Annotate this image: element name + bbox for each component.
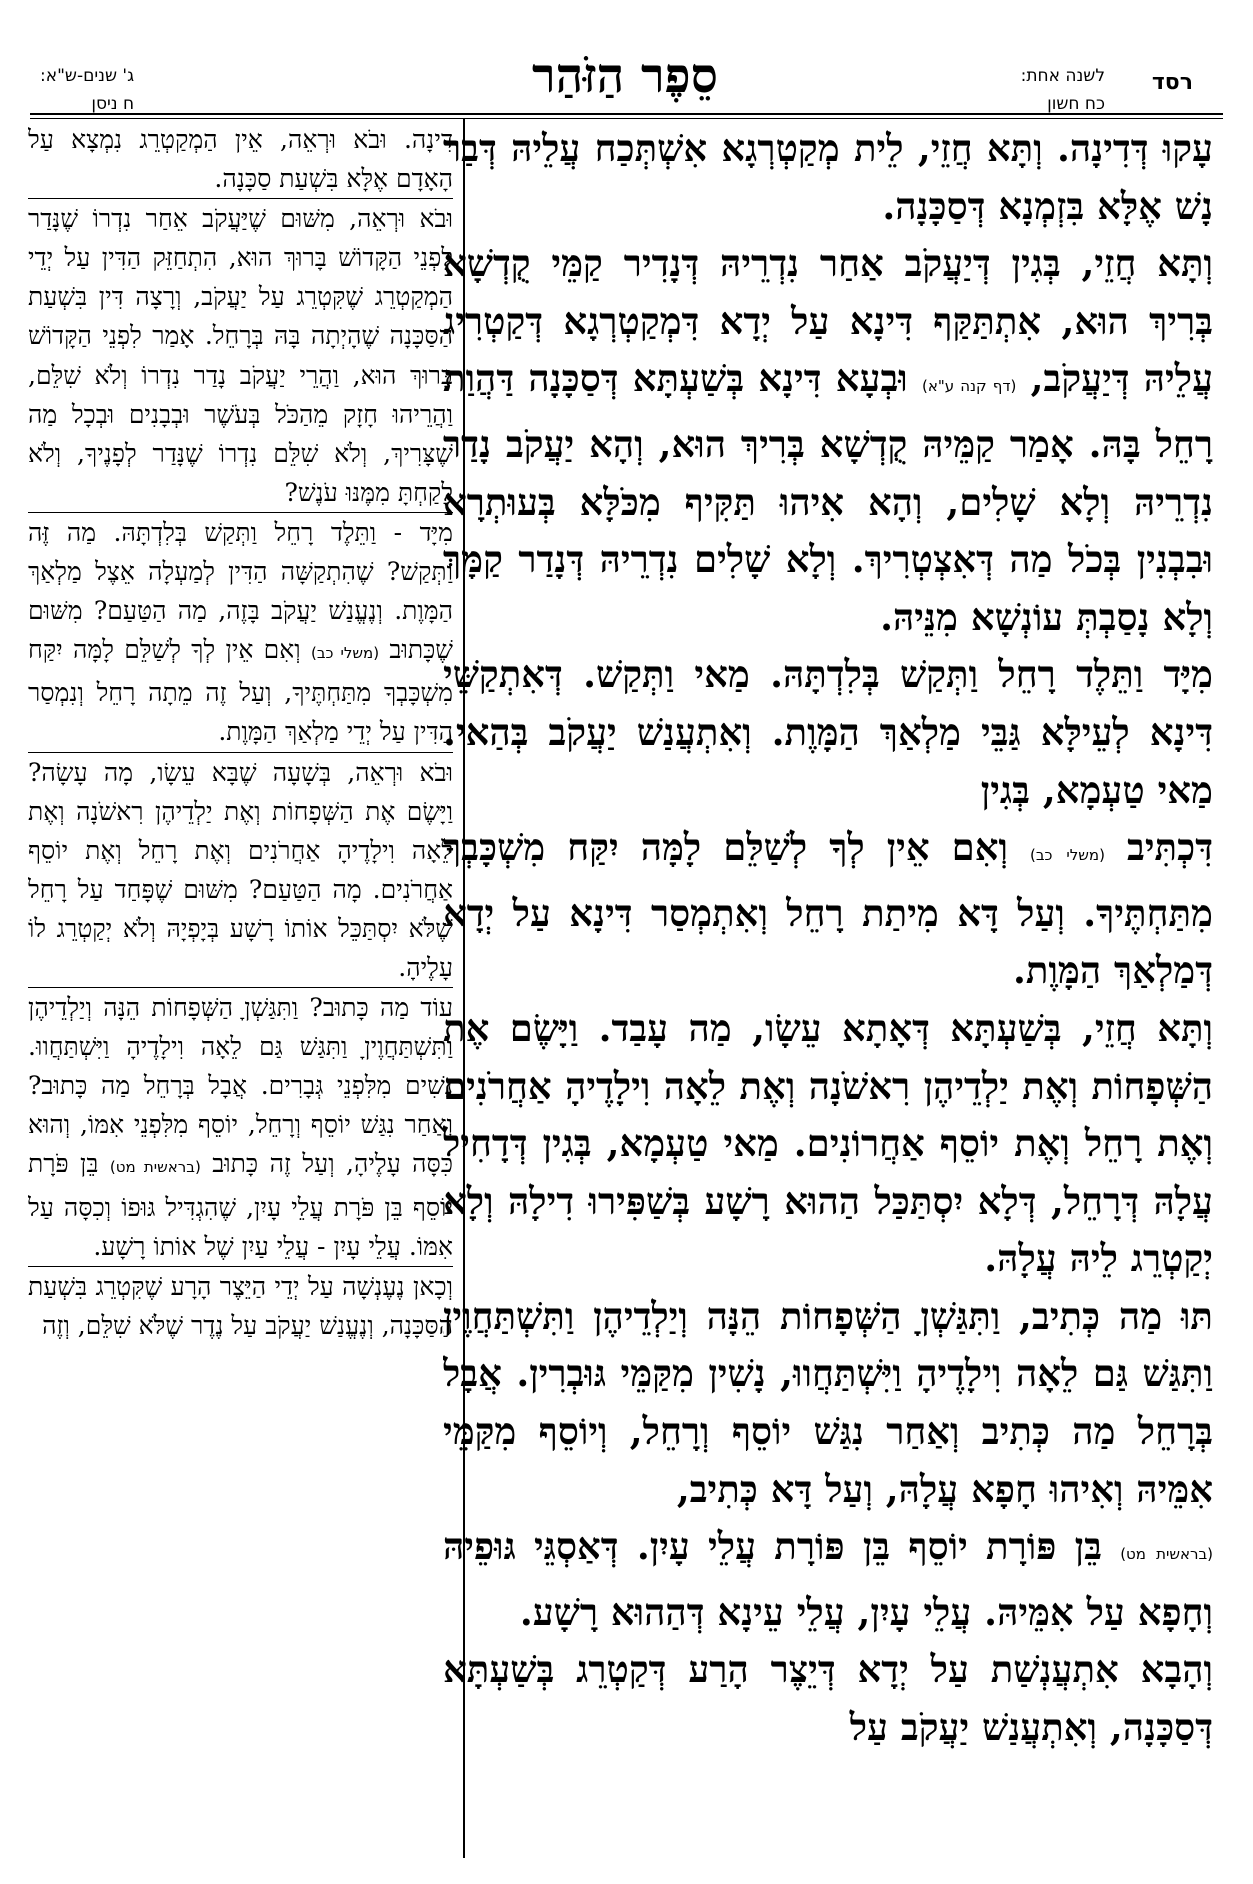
paragraph: וְכָאן נֶעֶנְשָׁה עַל יְדֵי הַיֵּצֶר הָרָע שֶׁקִּטְרֵג בִּשְׁעַת הַסַּכָּנָה, וְנֶעֱנַשׁ יַעֲקֹב עַל נֶדֶר שֶׁלֹּא שִׁלֵּם, וְזֶה xyxy=(28,1271,453,1340)
source-reference: (בראשית מט) xyxy=(109,1158,201,1177)
paragraph: (בראשית מט) בֵּן פּוֹרָת יוֹסֵף בֵּן פּוֹרָת עֲלֵי עָיִן. דְּאַסְגֵּי גּוּפֵיהּ וְחָפָא עַל אִמֵּיהּ. עֲלֵי עָיִן, עֲלֵי עֵינָא דְּהַהוּא רָשָׁע. xyxy=(443,1524,1213,1634)
paragraph: מִיָּד - וַתֵּלֶד רָחֵל וַתְּקַשׁ בְּלִדְתָּהּ. מַה זֶּה וַתְּקַשׁ? שֶׁהִתְקַשָּׁה הַדִּין לְמַעְלָה אֵצֶל מַלְאַךְ הַמָּוֶת. וְנֶעֱנַשׁ יַעֲקֹב בָּזֶה, מַה הַטַּעַם? מִשּׁוּם שֶׁכָּתוּב (משלי כב) וְאִם אֵין לְךָ לְשַׁלֵּם לָמָּה יִקַּח מִשְׁכָּבְךָ מִתַּחְתֶּיךָ, וְעַל זֶה מֵתָה רָחֵל וְנִמְסַר הַדִּין עַל יְדֵי מַלְאַךְ הַמָּוֶת. xyxy=(28,513,453,753)
paragraph: וּבֹא וּרְאֵה, מִשּׁוּם שֶׁיַּעֲקֹב אֵחַר נִדְרוֹ שֶׁנָּדַר לִפְנֵי הַקָּדוֹשׁ בָּרוּךְ הוּא, הִתְחַזֵּק הַדִּין עַל יְדֵי הַמְקַטְרֵג שֶׁקִּטְרֵג עַל יַעֲקֹב, וְרָצָה דִּין בִּשְׁעַת הַסַּכָּנָה שֶׁהָיְתָה בָּהּ בְּרָחֵל. אָמַר לִפְנֵי הַקָּדוֹשׁ בָּרוּךְ הוּא, וַהֲרֵי יַעֲקֹב נָדַר נִדְרוֹ וְלֹא שִׁלֵּם, וַהֲרֵיהוּ חָזָק מֵהַכֹּל בְּעֹשֶׁר וּבְבָנִים וּבְכָל מַה שֶׁצָּרִיךְ, וְלֹא שִׁלֵּם נִדְרוֹ שֶׁנָּדַר לְפָנֶיךָ, וְלֹא לָקַחְתָּ מִמֶּנּוּ עֹנֶשׁ? xyxy=(28,199,453,513)
study-schedule-one-year xyxy=(1021,62,1105,118)
paragraph: עוֹד מַה כָּתוּב? וַתִּגַּשְׁןָ הַשְּׁפָחוֹת הֵנָּה וְיַלְדֵיהֶן וַתִּשְׁתַּחֲוֶיןָ וַתִּגַּשׁ גַּם לֵאָה וִילָדֶיהָ וַיִּשְׁתַּחֲווּ. נָשִׁים מִלִּפְנֵי גְּבָרִים. אֲבָל בְּרָחֵל מַה כָּתוּב? וְאַחַר נִגַּשׁ יוֹסֵף וְרָחֵל, יוֹסֵף מִלִּפְנֵי אִמּוֹ, וְהוּא כִּסָּה עָלֶיהָ, וְעַל זֶה כָּתוּב (בראשית מט) בֵּן פֹּרָת יוֹסֵף בֵּן פֹּרָת עֲלֵי עָיִן, שֶׁהִגְדִּיל גּוּפוֹ וְכִסָּה עַל אִמּוֹ. עֲלֵי עָיִן - עֲלֵי עַיִן שֶׁל אוֹתוֹ רָשָׁע. xyxy=(28,988,453,1267)
hebrew-translation-column xyxy=(28,120,453,1870)
paragraph: מִיָּד וַתֵּלֶד רָחֵל וַתְּקַשׁ בְּלִדְתָּהּ. מַאי וַתְּקַשׁ. דְּאִתְקַשֵּׁי דִּינָא לְעֵילָּא גַּבֵּי מַלְאַךְ הַמָּוֶת. וְאִתְעֲנַשׁ יַעֲקֹב בְּהַאי. מַאי טַעְמָא, בְּגִין xyxy=(443,652,1213,812)
paragraph: דִּכְתִּיב (משלי כב) וְאִם אֵין לְךָ לְשַׁלֵּם לָמָּה יִקַּח מִשְׁכָּבְךָ מִתַּחְתֶּיךָ. וְעַל דָּא מִיתַת רָחֵל וְאִתְמְסַר דִּינָא עַל יְדָא דְּמַלְאַךְ הַמָּוֶת. xyxy=(443,825,1213,993)
source-reference: (בראשית מט) xyxy=(1120,1545,1213,1564)
schedule-date: ח ניסן xyxy=(91,94,135,114)
paragraph: וְהָבָא אִתְעֲנְשַׁת עַל יְדָא דְּיֵצֶר הָרַע דְּקַטְרֵג בְּשַׁעְתָּא דְּסַכָּנָה, וְאִתְעֲנַשׁ יַעֲקֹב עַל xyxy=(443,1647,1213,1750)
schedule-label: לשנה אחת: xyxy=(1020,66,1105,86)
study-schedule-three-years xyxy=(40,62,134,118)
paragraph: וְתָּא חֲזֵי, בְּגִין דְּיַעֲקֹב אַחַר נִדְרֵיהּ דְּנָדִיר קַמֵּי קֻדְשָׁא בְּרִיךְ הוּא, אִתְתַּקַּף דִּינָא עַל יְדָא דִּמְקַטְרְגָא דְּקַטְרִיג עֲלֵיהּ דְּיַעֲקֹב, (דף קנה ע"א) וּבְעָא דִּינָא בְּשַׁעְתָּא דְּסַכָּנָה דַּהֲוַת רָחֵל בָּהּ. אָמַר קַמֵּיהּ קֻדְשָׁא בְּרִיךְ הוּא, וְהָא יַעֲקֹב נָדַר נִדְרֵיהּ וְלָא שָׁלִים, וְהָא אִיהוּ תַּקִּיף מִכֹּלָּא בְּעוּתְרָא וּבִבְנִין בְּכֹל מַה דְּאִצְטְרִיךְ. וְלָא שָׁלִים נִדְרֵיהּ דְּנָדַר קַמָּךְ וְלָא נָסַבְתְּ עוֹנְשָׁא מִנֵּיהּ. xyxy=(443,241,1213,639)
paragraph: עָקוּ דְּדִינָה. וְתָּא חֲזֵי, לֵית מְקַטְרְגָא אִשְׁתְּכַח עֲלֵיהּ דְּבַר נָשׁ אֶלָּא בִּזְמְנָא דְּסַכָּנָה. xyxy=(443,126,1213,228)
book-title: סֵפֶר הַזֹּהַר xyxy=(532,48,718,104)
paragraph: וְתָּא חֲזֵי, בְּשַׁעְתָּא דְּאָתָא עֵשָׂו, מַה עָבַד. וַיָּשֶׂם אֶת הַשְּׁפָחוֹת וְאֶת יַלְדֵיהֶן רִאשֹׁנָה וְאֶת לֵאָה וִילָדֶיהָ אַחֲרֹנִים וְאֶת רָחֵל וְאֶת יוֹסֵף אַחֲרוֹנִים. מַאי טַעְמָא, בְּגִין דְּדָחִיל עֲלָהּ דְּרָחֵל, דְּלָא יִסְתַּכַּל הַהוּא רָשָׁע בְּשַׁפִּירוּ דִילָהּ וְלָא יְקַטְרֵג לֵיהּ עֲלָהּ. xyxy=(443,1005,1213,1281)
schedule-date: כח חשון xyxy=(1047,94,1105,114)
header-rule-thin xyxy=(30,118,1223,119)
source-reference: (משלי כב) xyxy=(310,644,380,663)
paragraph: וּבֹא וּרְאֵה, בְּשָׁעָה שֶׁבָּא עֵשָׂו, מָה עָשָׂה? וַיָּשֶׂם אֶת הַשְּׁפָחוֹת וְאֶת יַלְדֵיהֶן רִאשֹׁנָה וְאֶת לֵאָה וִילָדֶיהָ אַחֲרֹנִים וְאֶת רָחֵל וְאֶת יוֹסֵף אַחֲרֹנִים. מָה הַטַּעַם? מִשּׁוּם שֶׁפָּחַד עַל רָחֵל שֶׁלֹּא יִסְתַּכֵּל אוֹתוֹ רָשָׁע בְּיָפְיָהּ וְלֹא יְקַטְרֵג לוֹ עָלֶיהָ. xyxy=(28,753,453,989)
aramaic-column xyxy=(443,120,1213,1870)
source-reference: (משלי כב) xyxy=(1030,846,1105,865)
paragraph: דִּינָה. וּבֹא וּרְאֵה, אֵין הַמְקַטְרֵג נִמְצָא עַל הָאָדָם אֶלָּא בִּשְׁעַת סַכָּנָה. xyxy=(28,120,453,199)
source-reference: (דף קנה ע"א) xyxy=(921,377,1017,396)
schedule-label: ג' שנים-ש"א: xyxy=(40,66,135,86)
header-rule xyxy=(30,113,1223,115)
paragraph: תּוּ מַה כְּתִיב, וַתִּגַּשְׁןָ הַשְּׁפָחוֹת הֵנָּה וְיַלְדֵיהֶן וַתִּשְׁתַּחֲוֶיןָ וַתִּגַּשׁ גַּם לֵאָה וִילָדֶיהָ וַיִּשְׁתַּחֲווּ, נָשִׁין מִקַּמֵּי גּוּבְרִין. אֲבָל בְּרָחֵל מַה כְּתִיב וְאַחַר נִגַּשׁ יוֹסֵף וְרָחֵל, וְיוֹסֵף מִקַּמֵּי אִמֵּיהּ וְאִיהוּ חָפָא עֲלָהּ, וְעַל דָּא כְּתִיב, xyxy=(443,1293,1213,1511)
page-number: רסד xyxy=(1151,70,1193,95)
